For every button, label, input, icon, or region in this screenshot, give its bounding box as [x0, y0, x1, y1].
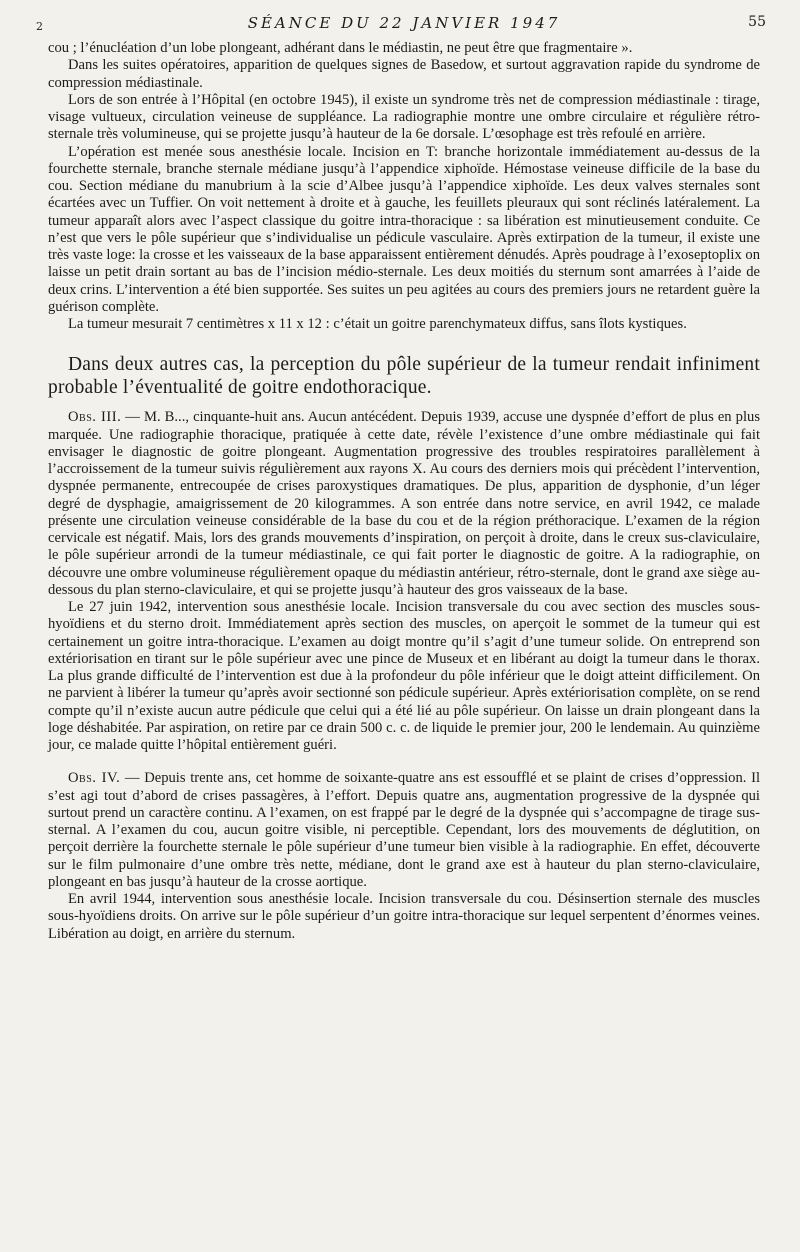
observation-label: Obs. III.: [68, 409, 122, 426]
paragraph: Dans les suites opératoires, apparition de quelques signes de Basedow, et surtout aggravation rapide du syndrome de compression médiastinale.: [48, 57, 760, 91]
page: [36, 14, 766, 943]
observation-text: — Depuis trente ans, cet homme de soixante-quatre ans est essoufflé et se plaint de crises d’oppression. Il s’est agi tout d’abord de crises passagères, à l’effort. Depuis quatre ans, augmentation progressive de la dyspnée qui surtout prend un caractère continu. A l’examen, on est frappé par le degré de la dyspnée qui s’accompagne de tirage sus-sternal. A l’examen du cou, aucun goitre visible, ni perceptible. Cependant, lors des mouvements de déglutition, on perçoit derrière la fourchette sternale le pôle supérieur d’une tumeur bien visible à la radiographie. En effet, découverte sur le film pulmonaire d’une ombre très nette, médiane, dont le grand axe est à hauteur du plan sterno-claviculaire, plongeant en bas jusqu’à hauteur de la crosse aortique.: [48, 770, 761, 890]
observation-4: [48, 770, 760, 943]
running-head-mark: 2: [36, 20, 45, 33]
observation-text: — M. B..., cinquante-huit ans. Aucun antécédent. Depuis 1939, accuse une dyspnée d’effort de plus en plus marquée. Une radiographie thoracique, pratiquée à cette date, révèle l’existence d’une ombre médiastinale qui fait envisager le diagnostic de goitre plongeant. Augmentation progressive des troubles respiratoires parallèlement à l’accroissement de la tumeur suivis régulièrement aux rayons X. Au cours des derniers mois qui précèdent l’intervention, dyspnée permanente, entrecoupée de crises paroxystiques dramatiques. De plus, apparition de dysphonie, d’un léger degré de dysphagie, amaigrissement de 20 kilogrammes. A son entrée dans notre service, en avril 1942, ce malade présente une circulation veineuse considérable de la base du cou et de la région préthoracique. L’examen de la région cervicale est négatif. Mais, lors des grands mouvements d’inspiration, on perçoit à droite, dans le creux sus-claviculaire, le pôle supérieur arrondi de la tumeur médiastinale, ce qui fait porter le diagnostic de goitre. A la radiographie, on découvre une ombre volumineuse régulièrement opaque du médiastin antérieur, rétro-sternale, dont le grand axe siège au-dessous du plan sterno-claviculaire, et qui se projette jusqu’à hauteur des gros vaisseaux de la base.: [48, 409, 760, 598]
paragraph: La tumeur mesurait 7 centimètres x 11 x 12 : c’était un goitre parenchymateux diffus, sans îlots kystiques.: [68, 316, 687, 332]
page-number: 55: [748, 14, 766, 30]
running-head: [36, 14, 766, 40]
paragraph: L’opération est menée sous anesthésie locale. Incision en T: branche horizontale immédiatement au-dessus de la fourchette sternale, branche sternale médiane jusqu’à l’appendice xiphoïde. Hémostase veineuse difficile de la base du cou. Section médiane du manubrium à la scie d’Albee jusqu’à l’appendice xiphoïde. Les deux valves sternales sont écartées avec un Tuffier. On voit nettement à droite et à gauche, les feuillets pleuraux qui sont réclinés latéralement. La tumeur apparaît alors avec l’aspect classique du goitre intra-thoracique : sa libération est minutieusement conduite. Ce n’est que vers le pôle supérieur que s’individualise un pédicule vasculaire. Après extirpation de la tumeur, il existe une très vaste loge: la crosse et les vaisseaux de la base apparaissent entièrement dénudés. Après poudrage à l’exoseptoplix on laisse un petit drain sortant au bas de l’incision médio-sternale. Les deux moitiés du sternum sont amarrées à l’aide de deux crins. L’intervention a été bien supportée. Ses suites un peu agitées au cours des premiers jours ne retardent guère la guérison complète.: [48, 143, 761, 315]
observation-3: [48, 409, 760, 754]
paragraph: cou ; l’énucléation d’un lobe plongeant, adhérant dans le médiastin, ne peut être que fragmentaire ».: [48, 40, 633, 56]
paragraph: [48, 409, 760, 599]
paragraph: Le 27 juin 1942, intervention sous anesthésie locale. Incision transversale du cou avec section des muscles sous-hyoïdiens et du sterno droit. Immédiatement après section des muscles, on aperçoit le sommet de la tumeur qui est certainement un goitre intra-thoracique. L’examen au doigt montre qu’il s’agit d’une tumeur solide. On entreprend son extériorisation en tirant sur le pôle supérieur avec une pince de Museux et en libérant au doigt la tumeur dans le thorax. La plus grande difficulté de l’intervention est due à la profondeur du pôle inférieur que le doigt atteint difficilement. On ne parvient à libérer la tumeur qu’après avoir sectionné son pédicule supérieur. Après extériorisation complète, on se rend compte qu’il n’existe aucun autre pédicule que celui qui a été lié au pôle supérieur. On laisse un drain plongeant dans la loge déshabitée. Par aspiration, on retire par ce drain 500 c. c. de liquide le premier jour, 200 le lendemain. Au quinzième jour, ce malade quitte l’hôpital entièrement guéri.: [48, 599, 760, 753]
observation-label: Obs. IV.: [68, 770, 121, 787]
paragraph: Lors de son entrée à l’Hôpital (en octobre 1945), il existe un syndrome très net de compression médiastinale : tirage, visage vultueux, circulation veineuse de suppléance. La radiographie montre une ombre circulaire et régulière rétro-sternale très volumineuse, qui se projette jusqu’à hauteur de la 6e dorsale. L’œsophage est très refoulé en arrière.: [48, 91, 760, 143]
running-head-title: SÉANCE DU 22 JANVIER 1947: [247, 14, 561, 32]
paragraph: En avril 1944, intervention sous anesthésie locale. Incision transversale du cou. Désinsertion sternale des muscles sous-hyoïdiens droits. On arrive sur le pôle supérieur d’un goitre intra-thoracique sur lequel serpentent d’énormes veines. Libération au doigt, en arrière du sternum.: [48, 891, 760, 942]
paragraph: [48, 770, 760, 891]
article-body: [48, 40, 760, 333]
section-heading: Dans deux autres cas, la perception du pôle supérieur de la tumeur rendait infiniment probable l’éventualité de goitre endothoracique.: [48, 354, 760, 399]
